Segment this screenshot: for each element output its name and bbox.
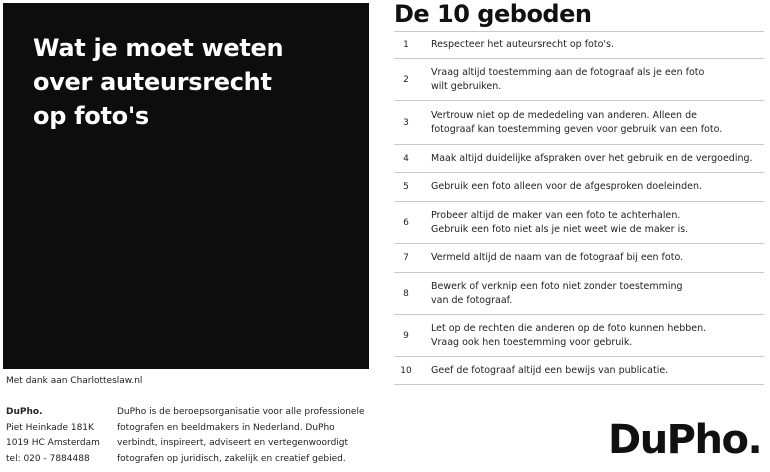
rule-row bbox=[394, 59, 764, 101]
rule-number: 1 bbox=[403, 40, 409, 50]
dupho-logo: DuPho. bbox=[608, 417, 762, 463]
address-block bbox=[6, 405, 100, 467]
rule-text: Let op de rechten die anderen op de foto kunnen hebben. Vraag ook hen toestemming voor gebruik. bbox=[431, 322, 707, 348]
rule-text: Vraag altijd toestemming aan de fotograaf als je een foto wilt gebruiken. bbox=[431, 66, 705, 92]
rule-row bbox=[394, 273, 764, 315]
rule-text: Geef de fotograaf altijd een bewijs van publicatie. bbox=[431, 364, 669, 376]
black-panel bbox=[3, 3, 369, 369]
rule-text: Respecteer het auteursrecht op foto's. bbox=[431, 39, 614, 50]
list-title: De 10 geboden bbox=[394, 0, 592, 28]
headline-line-3: op foto's bbox=[33, 102, 149, 130]
address-org: DuPho. bbox=[6, 407, 43, 417]
rule-text: Vertrouw niet op de mededeling van anderen. Alleen de fotograaf kan toestemming geven voor gebruik van een foto. bbox=[431, 109, 723, 135]
rule-row bbox=[394, 32, 764, 59]
rule-number: 6 bbox=[403, 217, 409, 228]
rule-text: Probeer altijd de maker van een foto te achterhalen. Gebruik een foto niet als je niet weet wie de maker is. bbox=[431, 209, 689, 235]
rule-row bbox=[394, 202, 764, 244]
rule-number: 8 bbox=[403, 288, 409, 299]
rule-row bbox=[394, 244, 764, 273]
about-text: DuPho is de beroepsorganisatie voor alle professionele fotografen en beeldmakers in Nederland. DuPho verbindt, inspireert, adviseert en vertegenwoordigt fotografen op juridisch, zakelijk en creatief gebied. bbox=[117, 407, 365, 464]
rule-text: Bewerk of verknip een foto niet zonder toestemming van de fotograaf. bbox=[431, 280, 683, 306]
rule-row bbox=[394, 173, 764, 202]
rule-number: 9 bbox=[403, 330, 409, 341]
rule-text: Gebruik een foto alleen voor de afgesproken doeleinden. bbox=[431, 181, 702, 192]
rule-text: Vermeld altijd de naam van de fotograaf bij een foto. bbox=[431, 252, 684, 263]
rule-row bbox=[394, 315, 764, 357]
rule-number: 7 bbox=[403, 253, 409, 263]
address-phone: tel: 020 - 7884488 bbox=[6, 453, 90, 464]
rules-table bbox=[394, 31, 764, 385]
headline bbox=[33, 31, 353, 133]
headline-line-2: over auteursrecht bbox=[33, 68, 272, 96]
address-street: Piet Heinkade 181K bbox=[6, 422, 94, 433]
rule-number: 4 bbox=[403, 153, 409, 164]
rule-number: 5 bbox=[403, 182, 409, 192]
rule-row bbox=[394, 145, 764, 173]
headline-line-1: Wat je moet weten bbox=[33, 34, 284, 62]
rule-number: 2 bbox=[403, 74, 409, 85]
rule-number: 3 bbox=[403, 117, 409, 128]
rule-row bbox=[394, 357, 764, 385]
credit-line: Met dank aan Charlotteslaw.nl bbox=[6, 376, 143, 386]
rule-row bbox=[394, 101, 764, 145]
rule-text: Maak altijd duidelijke afspraken over het gebruik en de vergoeding. bbox=[431, 152, 753, 164]
rule-number: 10 bbox=[400, 365, 412, 376]
address-city: 1019 HC Amsterdam bbox=[6, 438, 100, 448]
